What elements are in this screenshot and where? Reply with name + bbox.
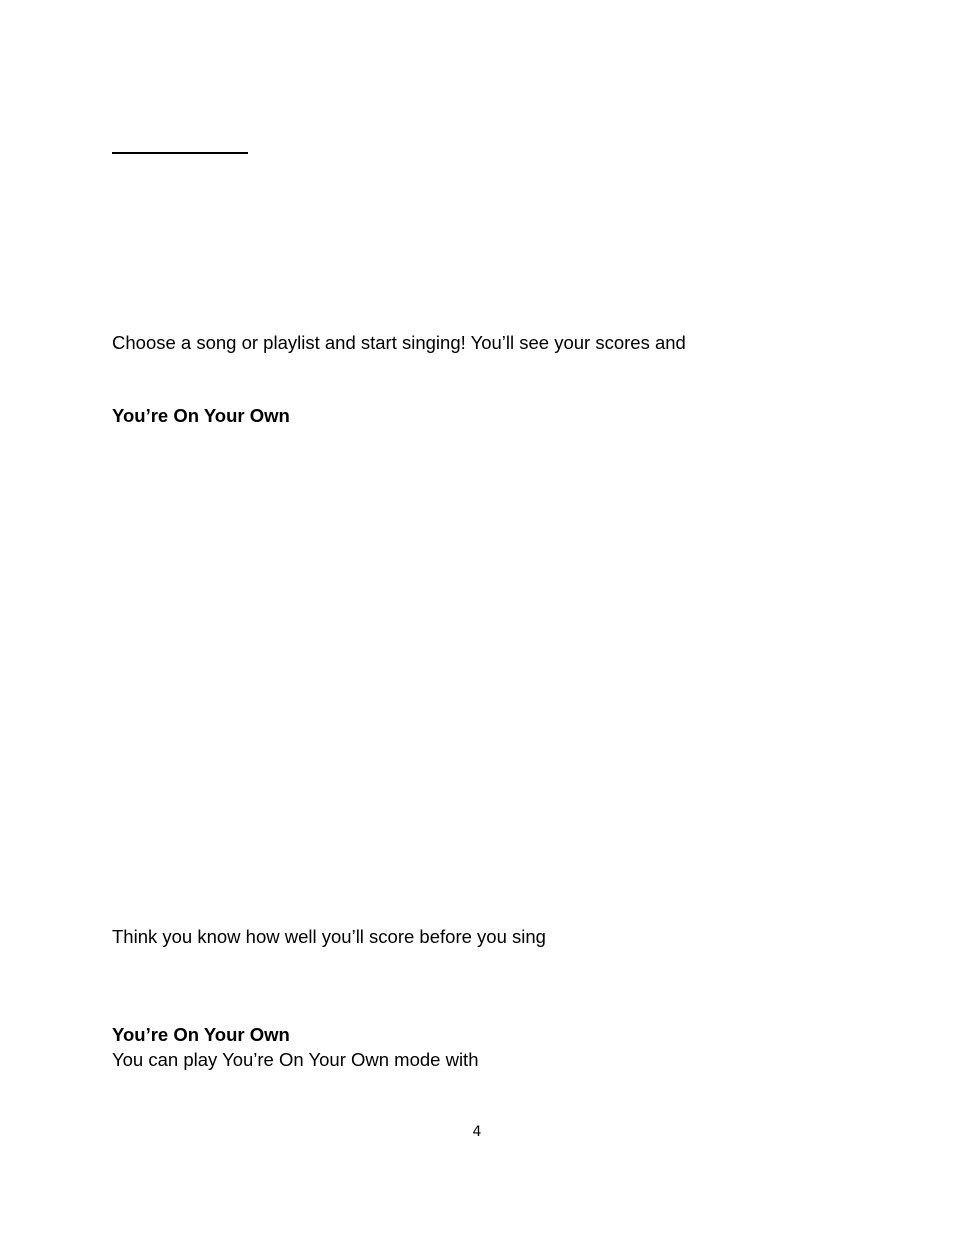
section-heading-youre-on-your-own-2: You’re On Your Own: [112, 1024, 290, 1045]
body-paragraph-choose-song: Choose a song or playlist and start singing! You’ll see your scores and: [112, 332, 686, 353]
body-paragraph-play-mode: You can play You’re On Your Own mode with: [112, 1049, 479, 1070]
page-number: 4: [472, 1124, 482, 1140]
body-paragraph-think-you-know: Think you know how well you’ll score before you sing: [112, 926, 546, 947]
horizontal-rule: [112, 152, 248, 154]
section-heading-youre-on-your-own: You’re On Your Own: [112, 405, 290, 426]
